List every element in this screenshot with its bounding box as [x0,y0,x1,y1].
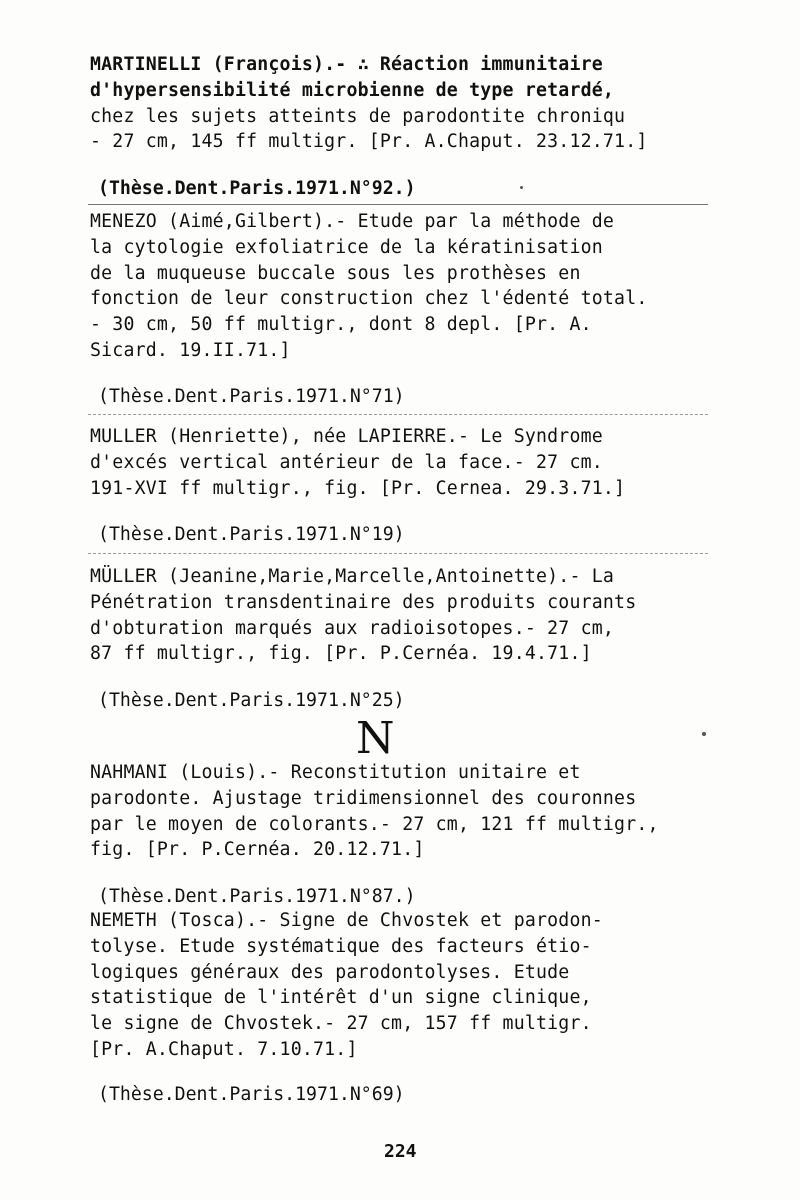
entry-line: fonction de leur construction chez l'édenté total. [90,288,648,310]
entry-line: NAHMANI (Louis).- Reconstitution unitaire et [90,762,581,783]
entry-line: chez les sujets atteints de parodontite chroniqu [90,105,626,127]
entry-line: d'hypersensibilité microbienne de type retardé, [90,79,615,101]
entry-line: statistique de l'intérêt d'un signe clinique, [90,987,592,1009]
thesis-reference: (Thèse.Dent.Paris.1971.N°92.) [98,178,416,199]
entry-line: 191-XVI ff multigr., fig. [Pr. Cernea. 29.3.71.] [90,477,626,499]
entry-line: MULLER (Henriette), née LAPIERRE.- Le Syndrome [90,426,603,447]
entry-divider [88,414,708,415]
thesis-reference: (Thèse.Dent.Paris.1971.N°19) [98,524,405,545]
entry-line: le signe de Chvostek.- 27 cm, 157 ff multigr. [90,1013,592,1035]
thesis-reference: (Thèse.Dent.Paris.1971.N°25) [98,690,405,711]
entry-muller-henriette [90,424,710,501]
page-number: 224 [384,1141,417,1162]
entry-line: tolyse. Etude systématique des facteurs étio- [90,935,592,957]
entry-line: d'excés vertical antérieur de la face.- 27 cm. [90,451,603,473]
thesis-reference: (Thèse.Dent.Paris.1971.N°71) [98,386,405,407]
entry-nahmani [90,760,710,863]
scan-speck [520,186,523,189]
entry-line: - 30 cm, 50 ff multigr., dont 8 depl. [Pr. A. [90,314,592,336]
entry-line: fig. [Pr. P.Cernéa. 20.12.71.] [90,839,425,861]
entry-line: MARTINELLI (François).- ∴ Réaction immunitaire [90,54,603,75]
entry-line: [Pr. A.Chaput. 7.10.71.] [90,1038,358,1060]
entry-line: - 27 cm, 145 ff multigr. [Pr. A.Chaput. 23.12.71.] [90,131,648,153]
thesis-reference: (Thèse.Dent.Paris.1971.N°69) [98,1084,405,1105]
entry-martinelli [90,52,710,155]
scan-speck [702,732,706,736]
entry-line: d'obturation marqués aux radioisotopes.- 27 cm, [90,617,615,639]
entry-divider [88,553,708,554]
entry-line: Pénétration transdentinaire des produits courants [90,591,637,613]
entry-line: la cytologie exfoliatrice de la kératinisation [90,236,603,258]
entry-divider [88,204,708,205]
entry-muller-jeanine [90,564,710,667]
entry-menezo [90,209,710,364]
entry-line: de la muqueuse buccale sous les prothèses en [90,262,581,284]
thesis-reference: (Thèse.Dent.Paris.1971.N°87.) [98,886,416,907]
entry-line: parodonte. Ajustage tridimensionnel des couronnes [90,787,637,809]
entry-line: NEMETH (Tosca).- Signe de Chvostek et parodon- [90,910,603,931]
entry-line: MÜLLER (Jeanine,Marie,Marcelle,Antoinette).- La [90,566,615,587]
entry-line: 87 ff multigr., fig. [Pr. P.Cernéa. 19.4.71.] [90,643,592,665]
entry-line: par le moyen de colorants.- 27 cm, 121 ff multigr., [90,813,659,835]
entry-line: Sicard. 19.II.71.] [90,339,291,361]
entry-nemeth [90,908,710,1063]
entry-line: MENEZO (Aimé,Gilbert).- Etude par la méthode de [90,211,615,232]
entry-line: logiques généraux des parodontolyses. Etude [90,961,570,983]
section-letter: N [356,713,395,764]
